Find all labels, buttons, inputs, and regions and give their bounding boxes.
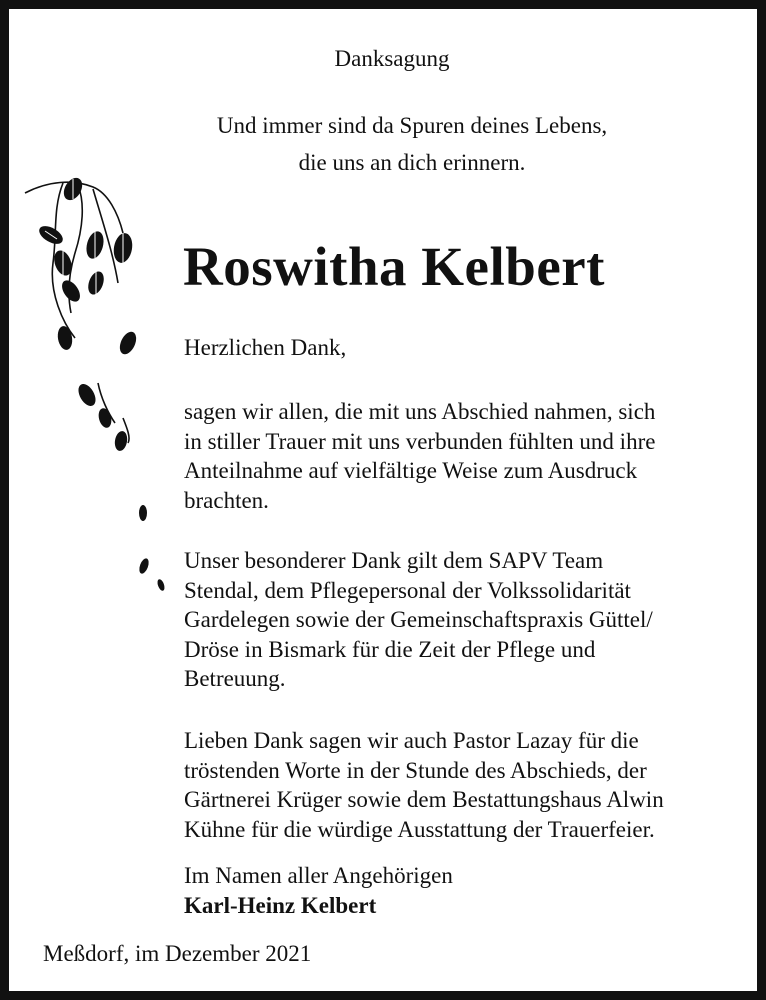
- text-line: Betreuung.: [184, 666, 286, 691]
- text-line: Unser besonderer Dank gilt dem SAPV Team: [184, 548, 604, 573]
- text-line: Dröse in Bismark für die Zeit der Pflege und: [184, 636, 596, 662]
- signer-name: Karl-Heinz Kelbert: [184, 892, 377, 918]
- text-line: Stendal, dem Pflegepersonal der Volkssolidarität: [184, 577, 631, 603]
- text-line: tröstenden Worte in der Stunde des Abschieds, der: [184, 757, 647, 783]
- leaf-vine-icon: [23, 173, 173, 593]
- text-line: Kühne für die würdige Ausstattung der Trauerfeier.: [184, 816, 655, 842]
- deceased-name: Roswitha Kelbert: [183, 236, 605, 297]
- closing-line: Im Namen aller Angehörigen: [184, 863, 453, 888]
- text-line: sagen wir allen, die mit uns Abschied nahmen, sich: [184, 399, 656, 424]
- text-line: Gardelegen sowie der Gemeinschaftspraxis Güttel/: [184, 607, 653, 632]
- verse: [9, 107, 766, 181]
- verse-line-1: Und immer sind da Spuren deines Lebens,: [216, 113, 608, 138]
- text-line: Anteilnahme auf vielfältige Weise zum Ausdruck: [184, 458, 638, 483]
- text-line: brachten.: [184, 487, 269, 513]
- paragraph-thanks: [184, 397, 744, 515]
- heading: Danksagung: [334, 46, 450, 71]
- paragraph-pastor-thanks: [184, 726, 744, 844]
- text-line: Gärtnerei Krüger sowie dem Bestattungshaus Alwin: [184, 787, 664, 812]
- paragraph-special-thanks: [184, 546, 744, 694]
- place-date: Meßdorf, im Dezember 2021: [43, 941, 312, 966]
- signature-block: [184, 861, 744, 920]
- text-line: in stiller Trauer mit uns verbunden fühlten und ihre: [184, 428, 656, 454]
- greeting: Herzlichen Dank,: [184, 335, 347, 360]
- text-line: Lieben Dank sagen wir auch Pastor Lazay für die: [184, 728, 639, 753]
- verse-line-2: die uns an dich erinnern.: [298, 150, 526, 175]
